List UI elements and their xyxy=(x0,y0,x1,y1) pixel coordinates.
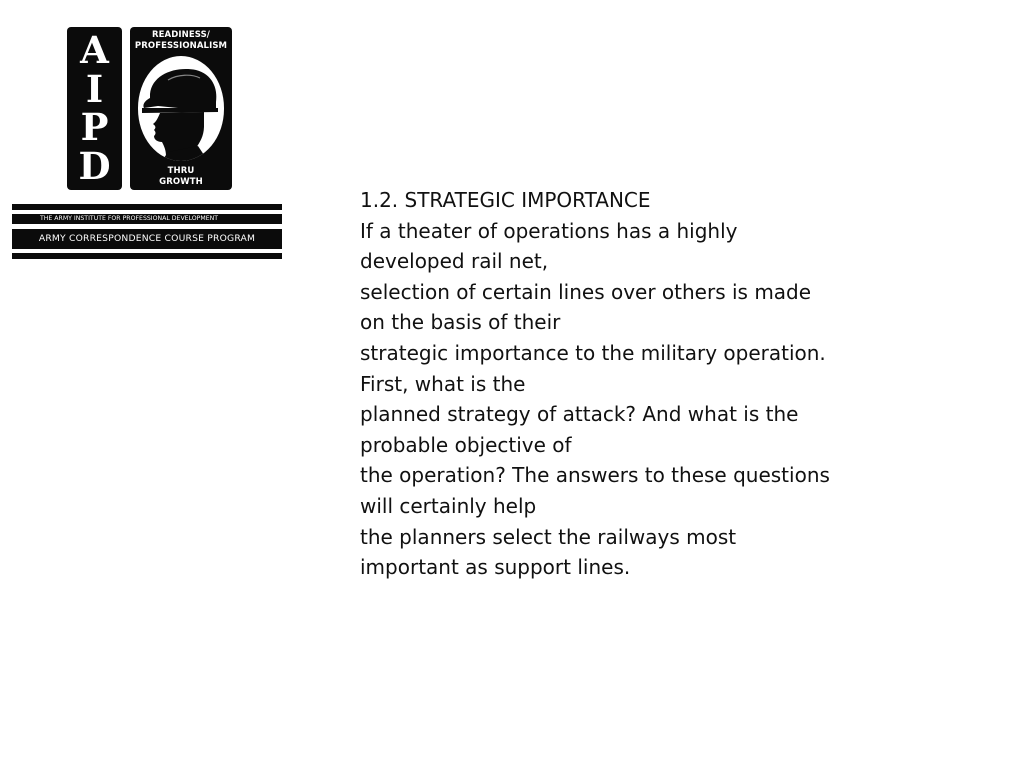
program-name: ARMY CORRESPONDENCE COURSE PROGRAM xyxy=(12,229,282,249)
body-line-10: will certainly help xyxy=(360,493,537,518)
logo-rule-top xyxy=(12,204,282,210)
body-line-11: the planners select the railways most xyxy=(360,524,737,549)
motto-bottom xyxy=(130,166,232,188)
body-line-7: planned strategy of attack? And what is the xyxy=(360,402,799,427)
motto-top xyxy=(130,30,232,52)
body-line-9: the operation? The answers to these questions xyxy=(360,463,830,488)
emblem-oval xyxy=(138,56,224,161)
logo-letter-a: A xyxy=(80,27,109,72)
motto-bottom-line-2: GROWTH xyxy=(159,177,203,187)
logo-emblem-panel xyxy=(130,27,232,190)
logo-letters-column xyxy=(67,27,122,190)
logo-program-band xyxy=(12,214,282,249)
section-content xyxy=(360,185,980,583)
body-line-2: developed rail net, xyxy=(360,249,549,274)
institute-name: THE ARMY INSTITUTE FOR PROFESSIONAL DEVELOPMENT xyxy=(12,214,282,224)
body-line-12: important as support lines. xyxy=(360,555,631,580)
motto-top-line-2: PROFESSIONALISM xyxy=(134,41,228,51)
logo-letter-d: D xyxy=(78,144,111,189)
logo-rule-bottom xyxy=(12,253,282,259)
motto-top-line-1: READINESS/ xyxy=(151,30,211,40)
body-line-5: strategic importance to the military operation. xyxy=(360,340,826,365)
body-line-3: selection of certain lines over others is made xyxy=(360,279,812,304)
body-line-1: If a theater of operations has a highly xyxy=(360,218,738,243)
section-heading: 1.2. STRATEGIC IMPORTANCE xyxy=(360,188,651,212)
soldier-helmet-silhouette-icon xyxy=(138,56,224,161)
body-line-8: probable objective of xyxy=(360,432,572,457)
body-line-6: First, what is the xyxy=(360,371,526,396)
body-line-4: on the basis of their xyxy=(360,310,561,335)
motto-bottom-line-1: THRU xyxy=(167,166,195,176)
aipd-logo xyxy=(0,0,300,270)
logo-letter-p: P xyxy=(80,105,109,150)
logo-letter-i: I xyxy=(85,66,104,111)
